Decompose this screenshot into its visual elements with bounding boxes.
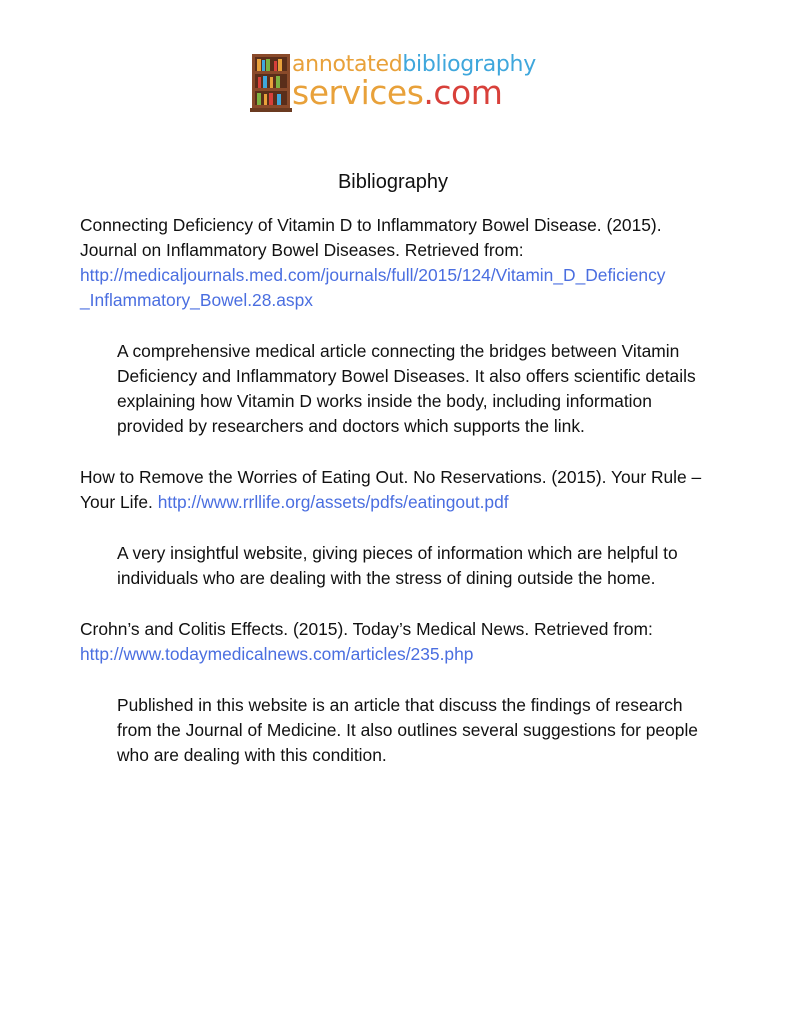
bibliography-entry <box>80 465 710 515</box>
logo-word-services: services <box>292 73 424 112</box>
logo-wordmark-bottom <box>292 74 502 112</box>
bookshelf-icon <box>250 52 292 112</box>
bibliography-entry <box>80 213 710 313</box>
entry-link[interactable]: http://www.todaymedicalnews.com/articles/235.php <box>80 644 474 664</box>
page-title: Bibliography <box>337 171 449 193</box>
logo-word-bibliography: bibliography <box>402 52 536 77</box>
brand-logo <box>250 52 550 112</box>
entry-annotation: Published in this website is an article that discuss the findings of research from the Journal of Medicine. It also outlines several suggestions for people who are dealing with this condition. <box>117 695 698 765</box>
entry-citation: Connecting Deficiency of Vitamin D to Inflammatory Bowel Disease. (2015). Journal on Inflammatory Bowel Diseases. Retrieved from: <box>80 215 662 260</box>
bibliography-list <box>80 213 710 768</box>
entry-link-continuation[interactable]: _Inflammatory_Bowel.28.aspx <box>80 290 313 310</box>
entry-link[interactable]: http://www.rrllife.org/assets/pdfs/eatingout.pdf <box>157 492 509 512</box>
entry-link[interactable]: http://medicaljournals.med.com/journals/full/2015/124/Vitamin_D_Deficiency <box>80 265 666 285</box>
bibliography-entry <box>80 617 710 667</box>
entry-annotation: A comprehensive medical article connecting the bridges between Vitamin Deficiency and Inflammatory Bowel Diseases. It also offers scientific details explaining how Vitamin D works inside the body, including information provided by researchers and doctors which supports the link. <box>117 341 696 436</box>
logo-word-annotated: annotated <box>292 52 403 77</box>
entry-citation: How to Remove the Worries of Eating Out. No Reservations. (2015). Your Rule – Your Life. <box>80 467 702 512</box>
entry-annotation: A very insightful website, giving pieces of information which are helpful to individuals who are dealing with the stress of dining outside the home. <box>117 543 678 588</box>
logo-word-com: .com <box>423 73 503 112</box>
entry-citation: Crohn’s and Colitis Effects. (2015). Today’s Medical News. Retrieved from: <box>80 619 653 639</box>
